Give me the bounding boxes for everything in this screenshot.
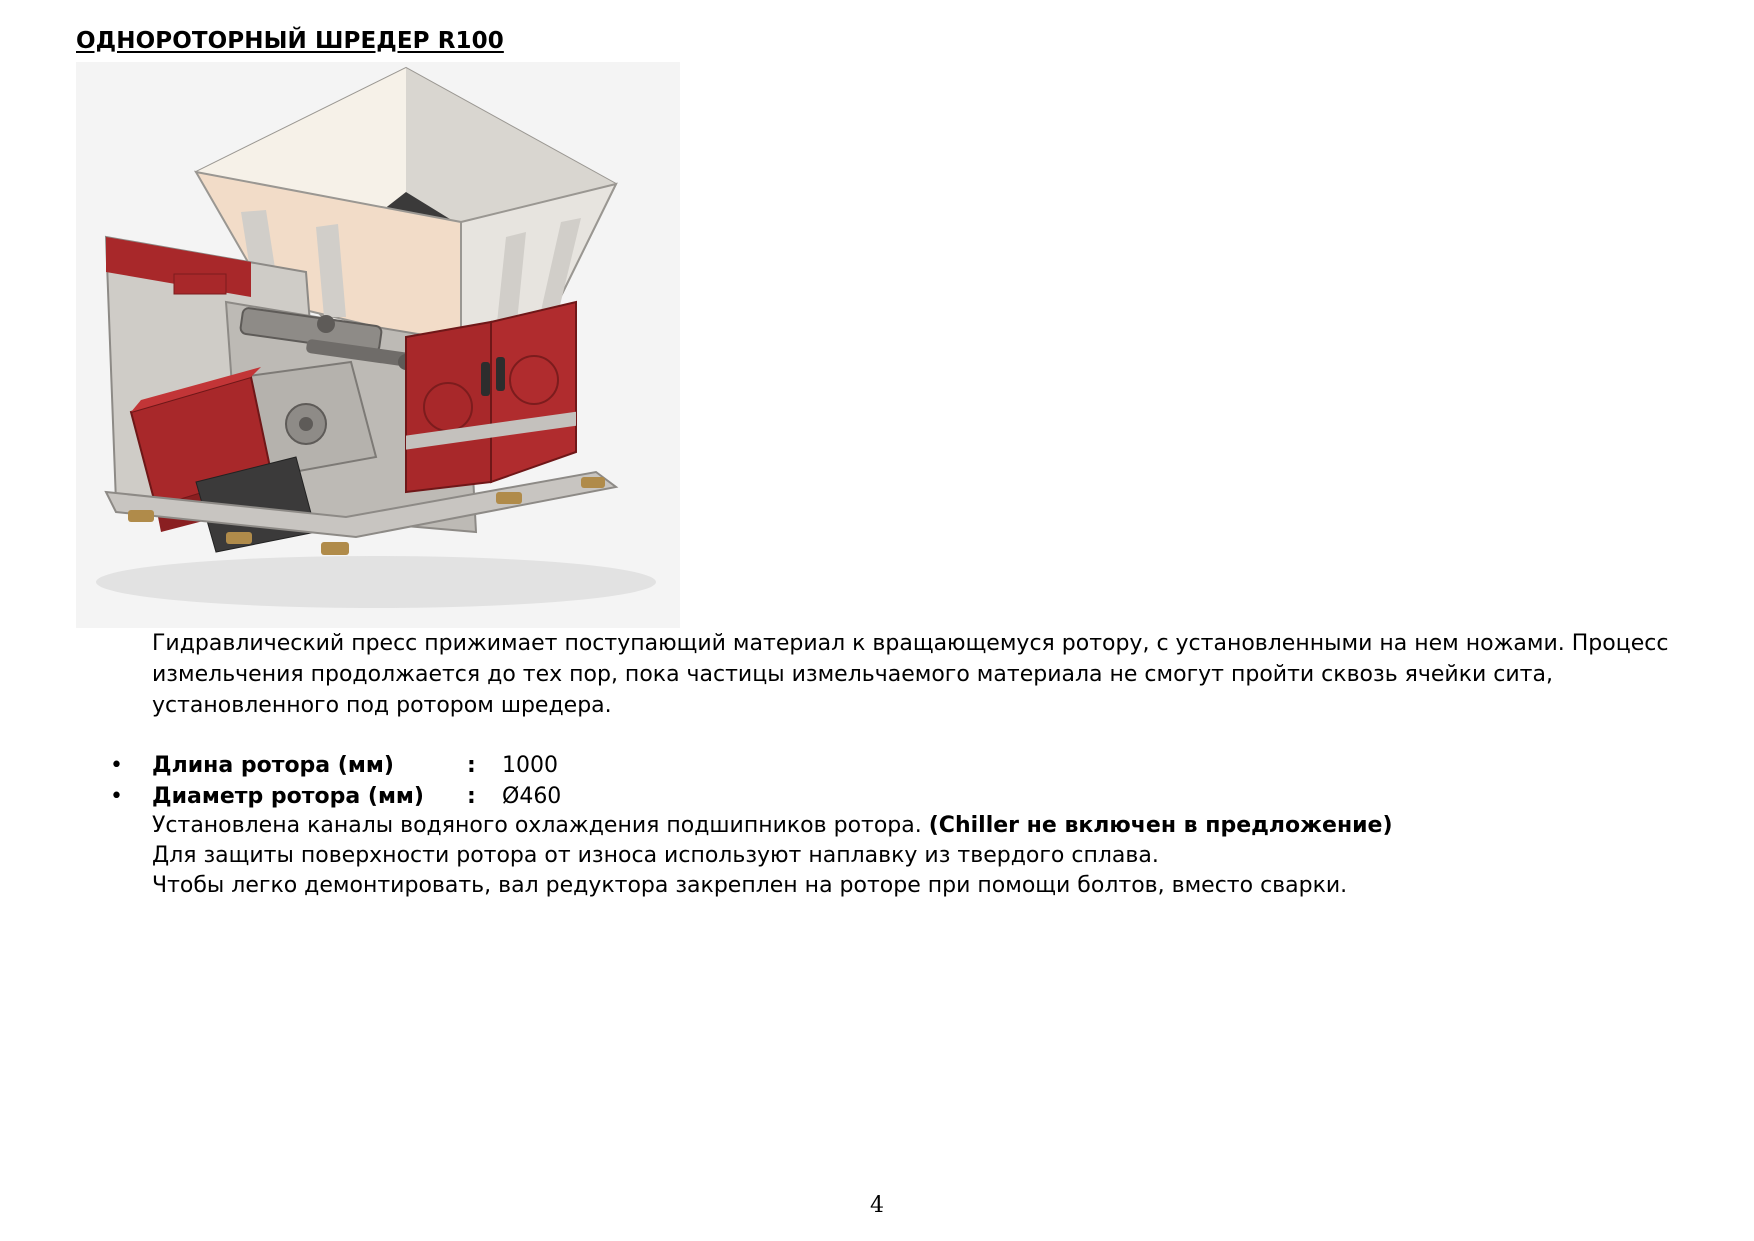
front-cover-left: [406, 322, 491, 492]
spec-label: Диаметр ротора (мм): [152, 784, 424, 809]
cover-handle-left: [481, 362, 490, 396]
spec-value: Ø460: [502, 784, 562, 809]
spec-value: 1000: [502, 753, 558, 778]
foot-5: [581, 477, 605, 488]
note-chiller: (Chiller не включен в предложение): [928, 813, 1393, 838]
note-hardfacing: Для защиты поверхности ротора от износа используют наплавку из твердого сплава.: [152, 843, 1159, 868]
note-cooling: Установлена каналы водяного охлаждения подшипников ротора.: [152, 813, 922, 838]
foot-2: [226, 532, 252, 544]
note-bolted-shaft: Чтобы легко демонтировать, вал редуктора закреплен на роторе при помощи болтов, вместо сварки.: [152, 873, 1348, 898]
floor-shadow: [96, 556, 656, 608]
gearbox-hub-center: [299, 417, 313, 431]
description-line-3: установленного под ротором шредера.: [152, 693, 612, 718]
front-cover-right: [491, 302, 576, 482]
note-cooling-line: [152, 811, 1393, 841]
side-badge: [174, 274, 226, 294]
bullet-icon: •: [110, 784, 123, 809]
description-paragraph: [152, 628, 1682, 721]
cover-handle-right: [496, 357, 505, 391]
pivot-1: [317, 315, 335, 333]
spec-separator: :: [467, 753, 476, 778]
foot-3: [321, 542, 349, 555]
page-number: 4: [870, 1193, 884, 1218]
shredder-illustration: [76, 62, 680, 628]
bullet-icon: •: [110, 753, 123, 778]
notes-block: [152, 811, 1393, 901]
spec-label: Длина ротора (мм): [152, 753, 394, 778]
foot-1: [128, 510, 154, 522]
spec-separator: :: [467, 784, 476, 809]
description-line-1: Гидравлический пресс прижимает поступающий материал к вращающемуся ротору, с установленными на нем ножами. Процесс: [152, 631, 1669, 656]
description-line-2: измельчения продолжается до тех пор, пока частицы измельчаемого материала не смогут пройти сквозь ячейки сита,: [152, 662, 1553, 687]
document-title: ОДНОРОТОРНЫЙ ШРЕДЕР R100: [76, 28, 504, 54]
foot-4: [496, 492, 522, 504]
